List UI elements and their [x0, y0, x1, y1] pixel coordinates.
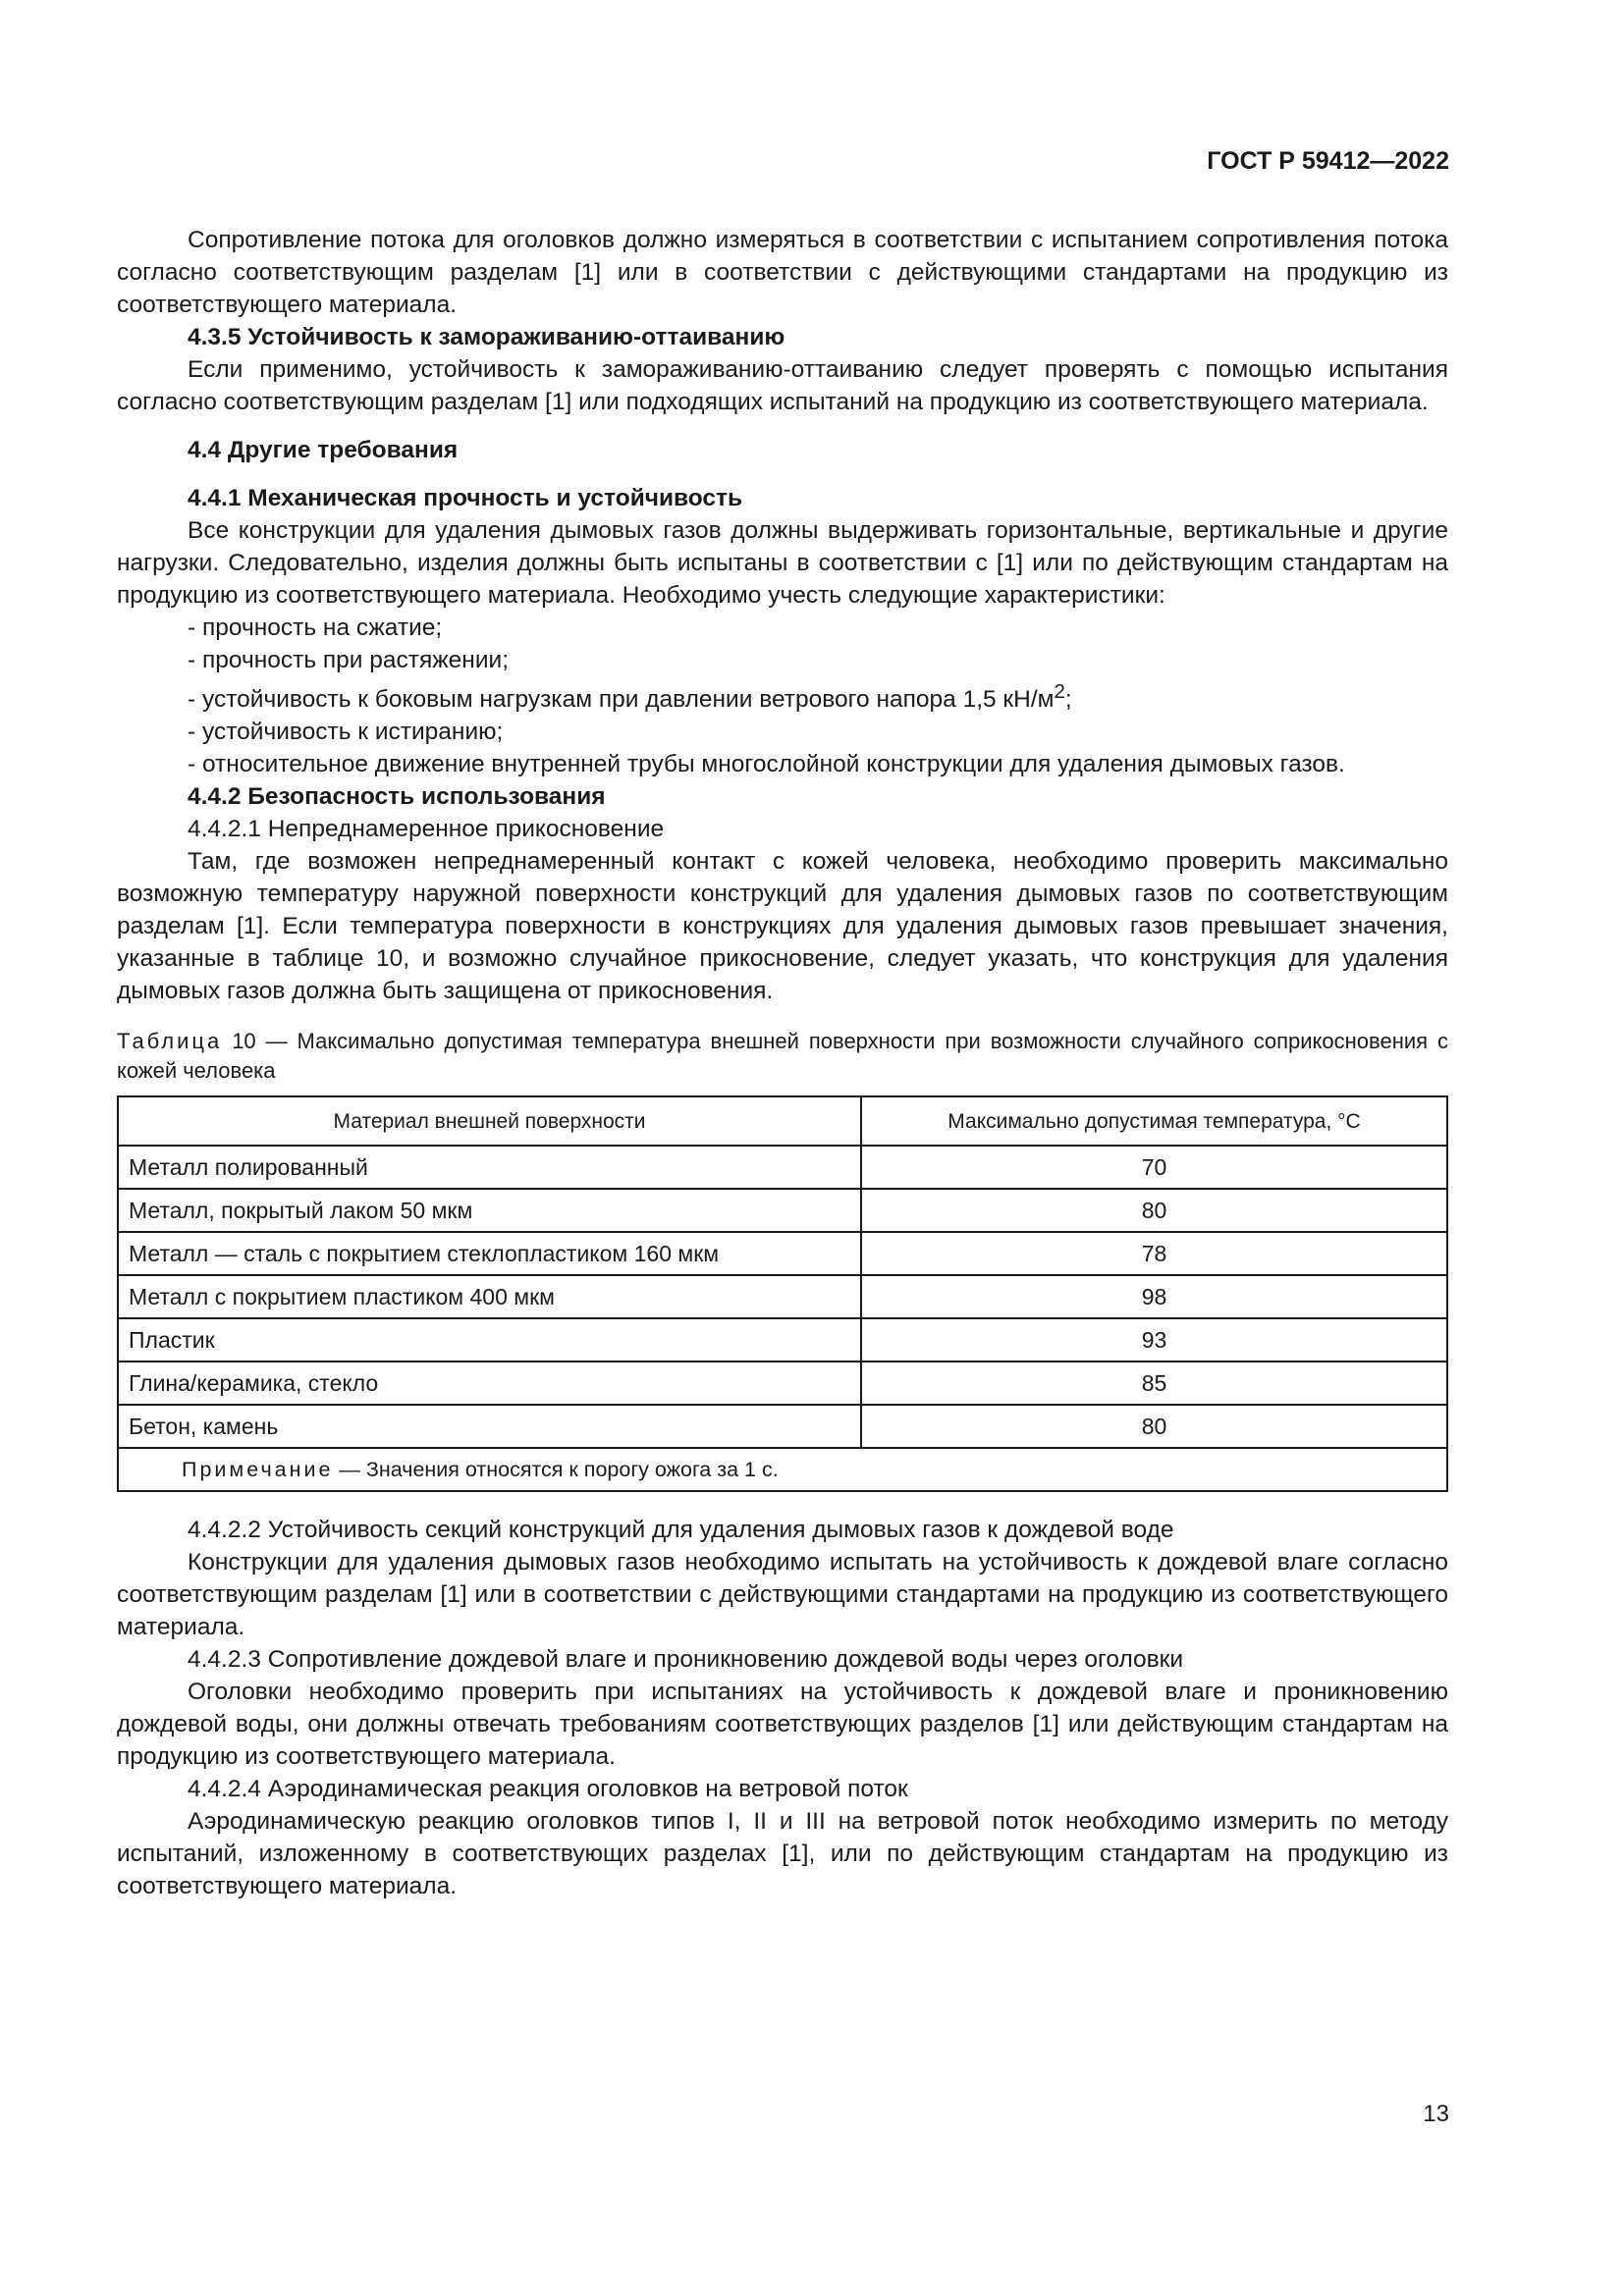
- table-note: Примечание — Значения относятся к порогу ожога за 1 с.: [118, 1448, 1447, 1491]
- heading-4-4-2-2: 4.4.2.2 Устойчивость секций конструкций для удаления дымовых газов к дождевой воде: [188, 1517, 1174, 1544]
- table-row: [118, 1232, 1447, 1275]
- list-item: - прочность при растяжении;: [188, 647, 510, 673]
- column-header-temperature: Максимально допустимая температура, °С: [861, 1096, 1447, 1146]
- table-row: [118, 1362, 1447, 1405]
- paragraph-rain-resistance: Конструкции для удаления дымовых газов необходимо испытать на устойчивость к дождевой влаге согласно соответствующим разделам [1] или в соответствии с действующими стандартами на продукцию из соответствующего материала.: [117, 1549, 1448, 1641]
- list-item: - относительное движение внутренней трубы многослойной конструкции для удаления дымовых газов.: [188, 751, 1345, 778]
- table-row: [118, 1405, 1447, 1448]
- superscript: 2: [1054, 681, 1065, 703]
- paragraph-unintended-contact: Там, где возможен непреднамеренный контакт с кожей человека, необходимо проверить максимально возможную температуру наружной поверхности конструкций для удаления дымовых газов по соответствующим разделам [1]. Если температура поверхности в конструкциях для удаления дымовых газов превышает значения, указанные в таблице 10, и возможно случайное прикосновение, следует указать, что конструкция для удаления дымовых газов должна быть защищена от прикосновения.: [117, 848, 1448, 1005]
- heading-4-4-2-4: 4.4.2.4 Аэродинамическая реакция оголовков на ветровой поток: [188, 1776, 908, 1803]
- heading-4-4: 4.4 Другие требования: [188, 437, 459, 463]
- cell-temperature: 85: [861, 1362, 1447, 1405]
- cell-temperature: 93: [861, 1318, 1447, 1362]
- paragraph-freeze-thaw: Если применимо, устойчивость к замораживанию-оттаиванию следует проверять с помощью испытания согласно соответствующим разделам [1] или подходящих испытаний на продукцию из соответствующего материала.: [117, 356, 1448, 415]
- paragraph-aerodynamic: Аэродинамическую реакцию оголовков типов I, II и III на ветровой поток необходимо измерить по методу испытаний, изложенному в соответствующих разделах [1], или по действующим стандартам на продукцию из соответствующего материала.: [117, 1808, 1448, 1900]
- cell-temperature: 78: [861, 1232, 1447, 1275]
- cell-temperature: 70: [861, 1146, 1447, 1189]
- list-item: - прочность на сжатие;: [188, 614, 443, 641]
- table-row: [118, 1318, 1447, 1362]
- column-header-material: Материал внешней поверхности: [118, 1096, 861, 1146]
- list-item: - устойчивость к истиранию;: [188, 719, 504, 746]
- heading-4-4-1: 4.4.1 Механическая прочность и устойчивость: [188, 485, 743, 511]
- cell-material: Металл — сталь с покрытием стеклопластиком 160 мкм: [118, 1232, 861, 1275]
- cell-material: Металл с покрытием пластиком 400 мкм: [118, 1275, 861, 1318]
- cell-material: Металл полированный: [118, 1146, 861, 1189]
- heading-4-4-2-1: 4.4.2.1 Непреднамеренное прикосновение: [188, 816, 665, 843]
- table-note-row: [118, 1448, 1447, 1491]
- cell-material: Бетон, камень: [118, 1405, 861, 1448]
- table-row: [118, 1275, 1447, 1318]
- table-row: [118, 1189, 1447, 1232]
- table-caption: Таблица 10 — Максимально допустимая температура внешней поверхности при возможности случайного соприкосновения с кожей человека: [117, 1029, 1448, 1084]
- cell-material: Глина/керамика, стекло: [118, 1362, 861, 1405]
- paragraph-mechanical-strength: Все конструкции для удаления дымовых газов должны выдерживать горизонтальные, вертикальные и другие нагрузки. Следовательно, изделия должны быть испытаны в соответствии с [1] или по действующим стандартам на продукцию из соответствующего материала. Необходимо учесть следующие характеристики:: [117, 517, 1448, 609]
- cell-temperature: 80: [861, 1189, 1447, 1232]
- list-item: - устойчивость к боковым нагрузкам при давлении ветрового напора 1,5 $кН/м^2$;: [188, 681, 1072, 714]
- document-body: [117, 224, 1448, 1902]
- temperature-table: [117, 1095, 1448, 1492]
- paragraph-flow-resistance: Сопротивление потока для оголовков должно измеряться в соответствии с испытанием сопротивления потока согласно соответствующим разделам [1] или в соответствии с действующими стандартами на продукцию из соответствующего материала.: [117, 227, 1448, 318]
- cell-material: Пластик: [118, 1318, 861, 1362]
- table-header-row: [118, 1096, 1447, 1146]
- page-number: 13: [1423, 2101, 1449, 2127]
- paragraph-rain-penetration: Оголовки необходимо проверить при испытаниях на устойчивость к дождевой влаге и проникновению дождевой воды, они должны отвечать требованиям соответствующих разделов [1] или действующим стандартам на продукцию из соответствующего материала.: [117, 1679, 1448, 1771]
- document-header: ГОСТ Р 59412—2022: [1207, 147, 1449, 175]
- cell-material: Металл, покрытый лаком 50 мкм: [118, 1189, 861, 1232]
- table-row: [118, 1146, 1447, 1189]
- cell-temperature: 98: [861, 1275, 1447, 1318]
- cell-temperature: 80: [861, 1405, 1447, 1448]
- heading-4-4-2-3: 4.4.2.3 Сопротивление дождевой влаге и проникновению дождевой воды через оголовки: [188, 1646, 1184, 1674]
- heading-4-3-5: 4.3.5 Устойчивость к замораживанию-оттаиванию: [188, 324, 785, 350]
- heading-4-4-2: 4.4.2 Безопасность использования: [188, 783, 606, 811]
